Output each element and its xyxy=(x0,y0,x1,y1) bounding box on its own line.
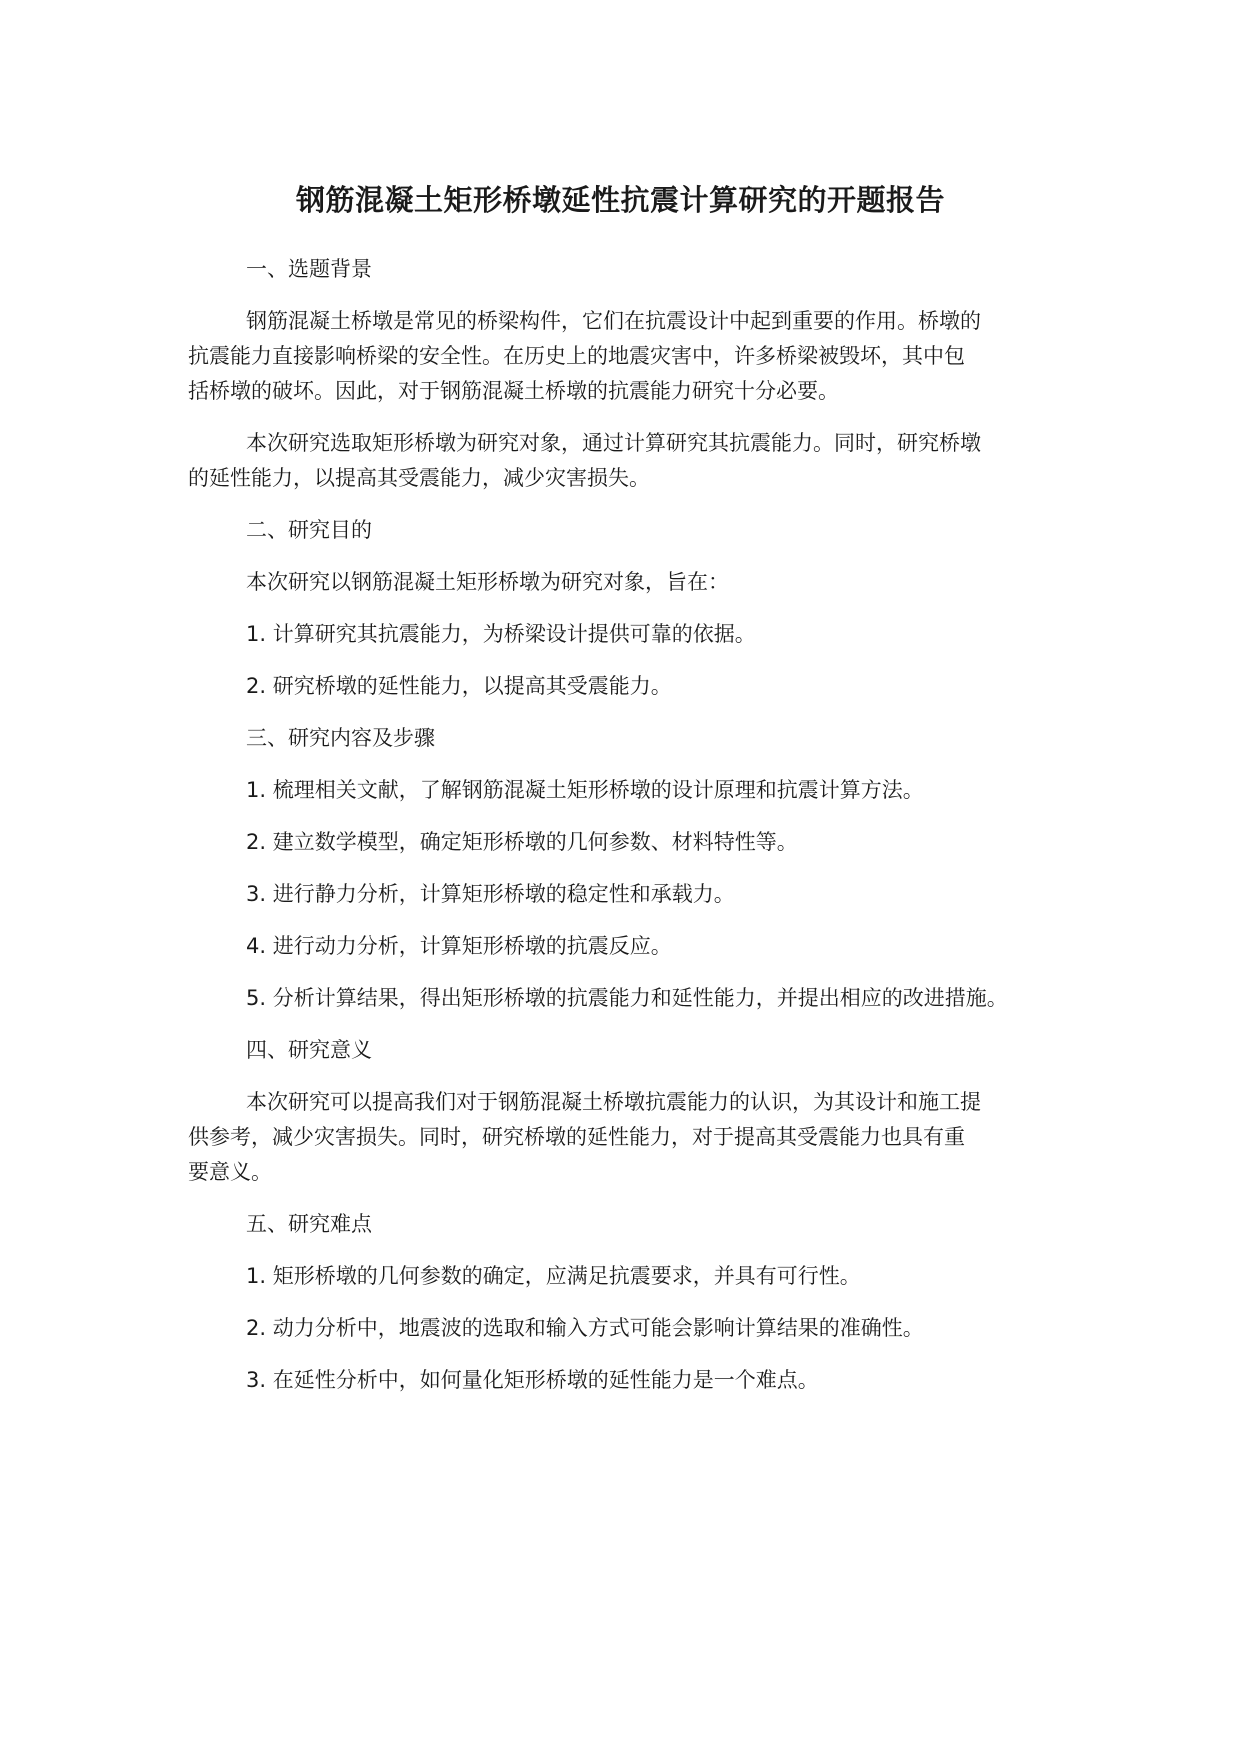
paragraph-line: 的延性能力，以提高其受震能力，减少灾害损失。 xyxy=(188,466,650,490)
list-item: 3. 进行静力分析，计算矩形桥墩的稳定性和承载力。 xyxy=(246,882,735,906)
list-item: 5. 分析计算结果，得出矩形桥墩的抗震能力和延性能力，并提出相应的改进措施。 xyxy=(246,986,1008,1010)
section-heading-content: 三、研究内容及步骤 xyxy=(246,726,435,750)
list-item: 2. 研究桥墩的延性能力，以提高其受震能力。 xyxy=(246,674,672,698)
list-item: 1. 矩形桥墩的几何参数的确定，应满足抗震要求，并具有可行性。 xyxy=(246,1264,861,1288)
paragraph-line: 本次研究可以提高我们对于钢筋混凝土桥墩抗震能力的认识，为其设计和施工提 xyxy=(246,1090,981,1114)
paragraph-line: 括桥墩的破坏。因此，对于钢筋混凝土桥墩的抗震能力研究十分必要。 xyxy=(188,379,839,403)
list-item: 4. 进行动力分析，计算矩形桥墩的抗震反应。 xyxy=(246,934,672,958)
paragraph-line: 本次研究以钢筋混凝土矩形桥墩为研究对象，旨在： xyxy=(246,570,729,594)
list-item: 3. 在延性分析中，如何量化矩形桥墩的延性能力是一个难点。 xyxy=(246,1368,819,1392)
paragraph-line: 抗震能力直接影响桥梁的安全性。在历史上的地震灾害中，许多桥梁被毁坏，其中包 xyxy=(188,344,965,368)
section-heading-purpose: 二、研究目的 xyxy=(246,518,372,542)
section-heading-difficulties: 五、研究难点 xyxy=(246,1212,372,1236)
list-item: 1. 梳理相关文献，了解钢筋混凝土矩形桥墩的设计原理和抗震计算方法。 xyxy=(246,778,924,802)
paragraph-line: 本次研究选取矩形桥墩为研究对象，通过计算研究其抗震能力。同时，研究桥墩 xyxy=(246,431,981,455)
paragraph-line: 要意义。 xyxy=(188,1160,272,1184)
document-title: 钢筋混凝土矩形桥墩延性抗震计算研究的开题报告 xyxy=(295,183,945,217)
section-heading-significance: 四、研究意义 xyxy=(246,1038,372,1062)
list-item: 2. 动力分析中，地震波的选取和输入方式可能会影响计算结果的准确性。 xyxy=(246,1316,924,1340)
section-heading-background: 一、选题背景 xyxy=(246,257,372,281)
list-item: 1. 计算研究其抗震能力，为桥梁设计提供可靠的依据。 xyxy=(246,622,756,646)
list-item: 2. 建立数学模型，确定矩形桥墩的几何参数、材料特性等。 xyxy=(246,830,798,854)
paragraph-line: 钢筋混凝土桥墩是常见的桥梁构件，它们在抗震设计中起到重要的作用。桥墩的 xyxy=(246,309,981,333)
paragraph-line: 供参考，减少灾害损失。同时，研究桥墩的延性能力，对于提高其受震能力也具有重 xyxy=(188,1125,965,1149)
